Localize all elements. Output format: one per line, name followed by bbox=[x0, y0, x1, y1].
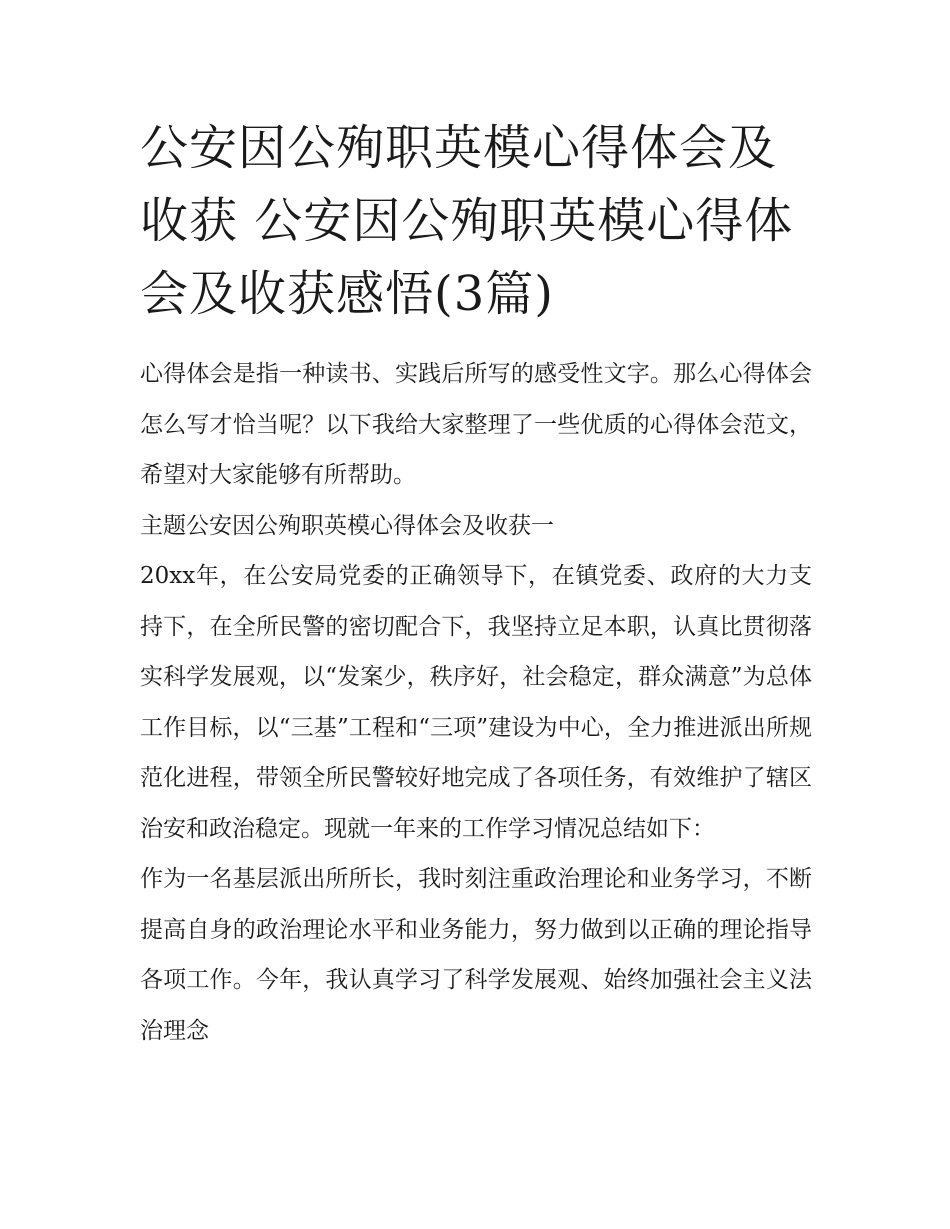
body-paragraph: 作为一名基层派出所所长，我时刻注重政治理论和业务学习，不断提高自身的政治理论水平和业务能力，努力做到以正确的理论指导各项工作。今年，我认真学习了科学发展观、始终加强社会主义法治理念 bbox=[140, 866, 812, 1044]
document-page bbox=[140, 112, 812, 1056]
section-heading: 主题公安因公殉职英模心得体会及收获一 bbox=[140, 512, 554, 539]
intro-paragraph: 心得体会是指一种读书、实践后所写的感受性文字。那么心得体会怎么写才恰当呢？以下我给大家整理了一些优质的心得体会范文，希望对大家能够有所帮助。 bbox=[140, 361, 812, 488]
body-paragraph: 20xx年，在公安局党委的正确领导下，在镇党委、政府的大力支持下，在全所民警的密切配合下，我坚持立足本职，认真比贯彻落实科学发展观，以“发案少，秩序好，社会稳定，群众满意”为总体工作目标，以“三基”工程和“三项”建设为中心，全力推进派出所规范化进程，带领全所民警较好地完成了各项任务，有效维护了辖区治安和政治稳定。现就一年来的工作学习情况总结如下： bbox=[140, 563, 812, 842]
document-title: 公安因公殉职英模心得体会及收获 公安因公殉职英模心得体会及收获感悟(3篇) bbox=[140, 120, 794, 322]
